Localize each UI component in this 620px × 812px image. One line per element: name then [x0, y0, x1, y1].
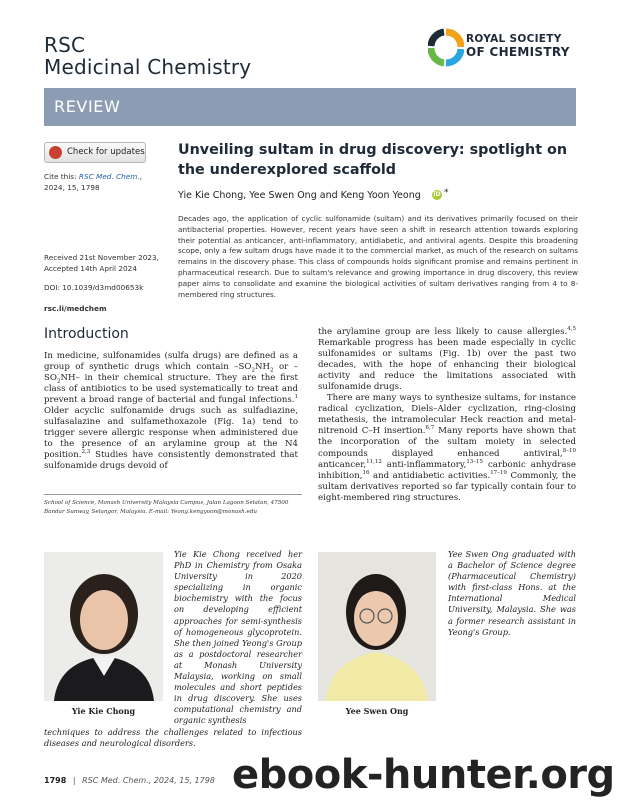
journal-title	[44, 34, 251, 78]
journal-title-line1: RSC	[44, 33, 86, 57]
authors-text: Yie Kie Chong, Yee Swen Ong and Keng Yoon Yeong	[178, 190, 421, 201]
portrait-image	[318, 552, 436, 701]
check-updates-icon	[49, 146, 62, 159]
bio1-text-continued: techniques to address the challenges related to infectious diseases and neurological disorders.	[44, 727, 302, 749]
footer-journal: RSC Med. Chem., 2024, 15, 1798	[82, 776, 215, 785]
bio2-text: Yee Swen Ong graduated with a Bachelor of Science degree (Pharmaceutical Chemistry) with first-class Hons. at the International Medical University, Malaysia. She was a former research assistant in Yeong's Group.	[448, 549, 576, 637]
rsc-logo-icon	[428, 28, 464, 68]
rsc-logo-text	[466, 33, 570, 59]
received-date: Received 21st November 2023,	[44, 253, 159, 262]
section-heading-introduction: Introduction	[44, 326, 129, 342]
cite-journal: RSC Med. Chem.	[78, 172, 140, 181]
journal-url[interactable]: rsc.li/medchem	[44, 304, 107, 313]
abstract: Decades ago, the application of cyclic sulfonamide (sultam) and its derivatives primarily focused on their antibacterial properties. However, recent years have seen a shift in research attention towards exploring their potential as anticancer, anti-inflammatory, antidiabetic, and antiviral agents. Despite this broadening scope, only a few sultam drugs have made it to the commercial market, as much of the research on sultams remains in the discovery phase. This class of compounds holds significant promise and remains pertinent in pharmaceutical research. Due to sultam's relevance and growing importance in drug discovery, this review paper aims to consolidate and examine the biological activities of sultam derivatives ranging from 4 to 8-membered ring structures.	[178, 214, 578, 299]
accepted-date: Accepted 14th April 2024	[44, 264, 137, 273]
journal-title-line2: Medicinal Chemistry	[44, 55, 252, 79]
page-number: 1798	[44, 776, 67, 785]
watermark-text: ebook-hunter.org	[232, 752, 615, 798]
article-type-label: REVIEW	[54, 97, 121, 116]
intro-left-column: In medicine, sulfonamides (sulfa drugs) are defined as a group of synthetic drugs which contain $-SO_2NH_2$ or $-SO_2NH-$ in their chemical structure. They are the first class of antibiotics to be used systematically to treat and prevent a broad range of bacterial and fungal infections.$^1$ Older acyclic sulfonamide drugs such as sulfadiazine, sulfasalazine and sulfamethoxazole (Fig. 1a) tend to trigger severe allergic response when administered due to the presence of an arylamine group at the N4 position.$^{2,3}$ Studies have consistently demonstrated that sulfonamide drugs devoid of	[44, 351, 298, 472]
bio1-caption: Yie Kie Chong	[71, 706, 136, 716]
intro-right-column: the arylamine group are less likely to cause allergies.$^{4,5}$ Remarkable progress has been made especially in cyclic sulfonamides or sultams (Fig. 1b) over the past two decades, with the hope of enhancing their biological activity and reduce the limitations associated with sulfonamide drugs. There are many ways to synthesize sultams, for instance radical cyclization, Diels–Alder cyclization, ring-closing metathesis, the intramolecular Heck reaction and metal-nitrenoid C–H insertion.$^{6,7}$ Many reports have shown that the incorporation of the sultam moiety in selected compounds displayed enhanced antiviral,$^{8-10}$ anticancer,$^{11,12}$ anti-inflammatory,$^{13-15}$ carbonic anhydrase inhibition,$^{16}$ and antidiabetic activities.$^{17-19}$ Commonly, the sultam derivatives reported so far typically contain four to eight-membered ring structures.	[318, 326, 576, 503]
footer-separator: |	[72, 776, 76, 785]
cite-label: Cite this:	[44, 172, 77, 181]
doi[interactable]: DOI: 10.1039/d3md00653k	[44, 283, 144, 292]
check-updates-label: Check for updates	[67, 147, 145, 157]
article-title: Unveiling sultam in drug discovery: spotlight on the underexplored scaffold	[178, 142, 568, 178]
affiliation-note: School of Science, Monash University Malaysia Campus, Jalan Lagoon Selatan, 47500 Bandar Sunway, Selangor, Malaysia. E-mail: Yeong.kengyoon@monash.edu	[44, 494, 302, 517]
author-photo-yee-swen-ong	[318, 552, 436, 701]
bio2-caption: Yee Swen Ong	[345, 706, 409, 716]
portrait-image	[44, 552, 163, 701]
orcid-icon[interactable]: iD	[433, 191, 441, 198]
dates	[44, 252, 164, 274]
logo-line2: OF CHEMISTRY	[466, 45, 570, 59]
article-type-banner	[44, 88, 576, 126]
citation	[44, 171, 164, 193]
author-list	[178, 190, 421, 201]
corresponding-author-mark: *	[444, 188, 449, 198]
logo-line1: ROYAL SOCIETY	[466, 33, 562, 45]
page-footer	[44, 776, 215, 785]
author-photo-yie-kie-chong	[44, 552, 163, 701]
bio1-text: Yie Kie Chong received her PhD in Chemistry from Osaka University in 2020 specializing in organic biochemistry with the focus on developing efficient approaches for semi-synthesis of homogeneous glycoprotein. She then joined Yeong's Group as a postdoctoral researcher at Monash University Malaysia, working on small molecules and short peptides in drug discovery. She uses computational chemistry and organic synthesis	[174, 549, 302, 726]
cite-rest: , 2024, 15, 1798	[44, 172, 143, 192]
